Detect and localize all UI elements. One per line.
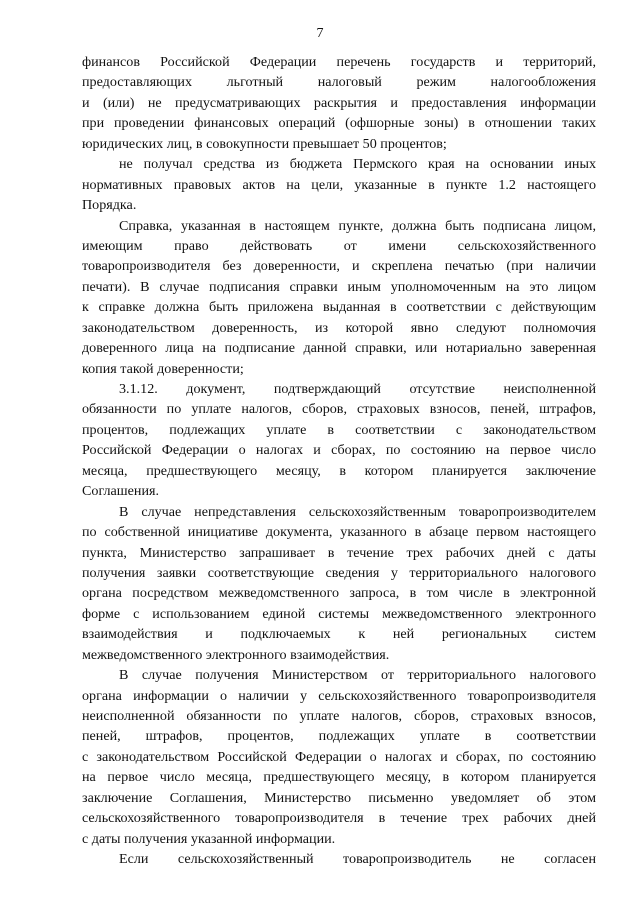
text-line: товаропроизводителя без доверенности, и скреплена печатью (при наличии [82,258,596,275]
page-number: 7 [316,26,324,41]
text-line: Порядка. [82,197,137,214]
text-line: и (или) не предусматривающих раскрытия и предоставления информации [82,94,596,111]
text-line: юридических лиц, в совокупности превышает 50 процентов; [82,135,447,152]
text-line: Если сельскохозяйственный товаропроизводитель не согласен [119,851,596,868]
text-line: финансов Российской Федерации перечень государств и территорий, [82,54,596,70]
text-line: В случае непредставления сельскохозяйственным товаропроизводителем [119,503,596,520]
text-line: на первое число месяца, предшествующего месяцу, в котором планируется [82,769,596,786]
text-line: доверенного лица на подписание данной справки, или нотариально заверенная [82,340,596,357]
text-line: процентов, подлежащих уплате в соответствии с законодательством [82,421,596,438]
text-line: Справка, указанная в настоящем пункте, должна быть подписана лицом, [119,217,596,234]
text-line: с даты получения указанной информации. [82,830,336,847]
text-line: копия такой доверенности; [82,360,244,377]
text-line: Российской Федерации о налогах и сборах, по состоянию на первое число [82,442,596,459]
text-line: межведомственного электронного взаимодействия. [82,646,390,663]
text-line: законодательством доверенность, из которой явно следуют полномочия [82,319,596,336]
text-line: с законодательством Российской Федерации о налогах и сборах, по состоянию [82,748,596,765]
text-line: обязанности по уплате налогов, сборов, страховых взносов, пеней, штрафов, [82,401,596,418]
text-line: органа информации о наличии у сельскохозяйственного товаропроизводителя [82,687,596,704]
text-line: пеней, штрафов, процентов, подлежащих уплате в соответствии [82,728,596,745]
text-line: месяца, предшествующего месяцу, в котором планируется заключение [82,462,596,479]
text-line: сельскохозяйственного товаропроизводителя в течение трех рабочих дней [82,810,596,827]
text-line: предоставляющих льготный налоговый режим налогообложения [82,74,596,91]
text-line: взаимодействия и подключаемых к ней региональных систем [82,626,596,643]
text-line: при проведении финансовых операций (офшорные зоны) в отношении таких [82,115,596,132]
text-line: печати). В случае подписания справки иным уполномоченным на это лицом [82,278,596,295]
text-line: заключение Соглашения, Министерство письменно уведомляет об этом [82,789,596,806]
text-line: органа посредством межведомственного запроса, в том числе в электронной [82,585,596,602]
text-line: В случае получения Министерством от территориального налогового [119,667,596,684]
text-line: неисполненной обязанности по уплате налогов, сборов, страховых взносов, [82,708,596,724]
text-line: Соглашения. [82,483,159,500]
text-line: не получал средства из бюджета Пермского края на основании иных [119,156,596,173]
text-line: пункта, Министерство запрашивает в течение трех рабочих дней с даты [82,544,596,561]
text-line: к справке должна быть приложена выданная в соответствии с действующим [82,299,596,316]
text-line: получения заявки соответствующие сведения у территориального налогового [82,564,596,581]
text-line: по собственной инициативе документа, указанного в абзаце первом настоящего [82,524,596,541]
text-line: форме с использованием единой системы межведомственного электронного [82,605,596,622]
text-line: имеющим право действовать от имени сельскохозяйственного [82,237,596,254]
text-line: нормативных правовых актов на цели, указанные в пункте 1.2 настоящего [82,176,596,193]
text-line: 3.1.12. документ, подтверждающий отсутствие неисполненной [119,381,596,397]
body-text [82,52,596,870]
